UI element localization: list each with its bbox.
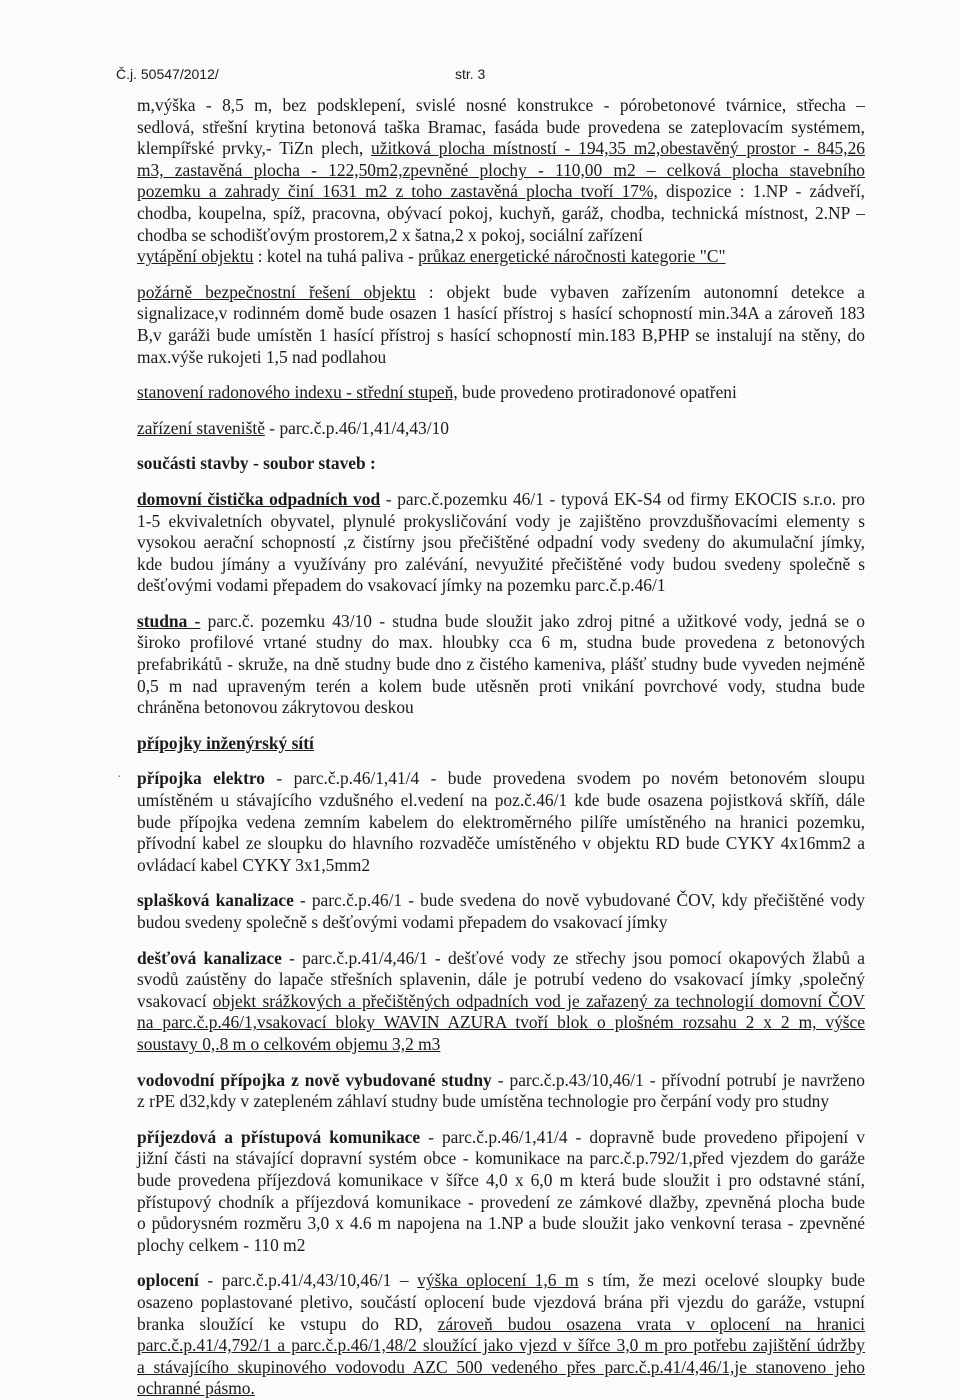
text-line: vsakovací objekt srážkových a přečištěných odpadních vod je zařazený za technologií domovní ČOV [137,990,865,1011]
rainwater-section [137,948,865,1056]
text-line: klempířské prvky,- TiZn plech, užitková plocha místností - 194,35 m2,obestavěný prostor - 845,26 [137,138,865,159]
text-line: branka sloužící ke vstupu do RD, zároveň budou osazena vrata v oplocení na hranici [137,1313,866,1334]
text-line: vysokou aerační schopností ,z čistírny jsou přečištěné odpadní vody svedeny do akumulační jímky, [137,532,865,553]
text-line: vodovodní přípojka z nově vybudované studny - parc.č.p.43/10,46/1 - přívodní potrubí je navrženo [137,1069,865,1090]
building-description [137,95,865,268]
text-line: přívodní kabel ze sloupku do hlavního rozvaděče umístěného v objektu RD bude CYKY 4x16mm2 a [137,833,865,854]
text-line: pozemku a zahrady činí 1631 m2 z toho zastavěná plocha tvoří 17%, dispozice : 1.NP - zádveří, [137,181,865,202]
text-line: 0,5 m nad upraveným terén a kolem bude utěsněn proti vnikání povrchové vody, studna bude [137,675,865,696]
text-line: domovní čistička odpadních vod - parc.č.pozemku 46/1 - typová EK-S4 od firmy EKOCIS s.r.o. pro [137,488,865,509]
text-line: ochranné pásmo. [137,1378,255,1399]
well-heading: studna - [137,610,201,631]
wastewater-plant-section [137,489,865,597]
text-line: m,výška - 8,5 m, bez podsklepení, svislé nosné konstrukce - pórobetonové tvárnice, střecha – [137,95,865,115]
energy-certificate: průkaz energetické náročnosti kategorie "C" [418,246,726,267]
page-number: str. 3 [455,66,486,82]
text-line: m3, zastavěná plocha - 122,50m2,zpevněné plochy - 110,00 m2 – celková plocha stavebního [137,159,865,180]
text-line: prefabrikátů - skruže, na dně studny bude dno z čistého kameniva, plášť studny bude vyveden nejméně [137,654,865,675]
text-line: bude provedena příjezdová komunikace v šířce 4,0 x 6,0 m která bude sloužit i pro odstavné stání, [137,1169,865,1190]
text-line: signalizace,v rodinném domě bude osazen 1 hasící přístroj s hasící schopností min.34A a zároveň 183 [137,303,865,324]
text-line: osazeno poplastované pletivo, součástí oplocení bude vjezdová brána při vjezdu do garáže, vstupní [137,1291,865,1312]
document-body [137,95,865,1400]
fire-safety-heading: požárně bezpečnostní řešení objektu [137,281,416,302]
text-line: dešťovými vodami přepadem do vsakovací jímky na pozemku parc.č.p.46/1 [137,575,666,596]
text-line: přístupový chodník a příjezdová komunikace - provedení ze zámkové dlažby, zpevněná plocha bude [137,1191,865,1212]
parts-heading: součásti stavby - soubor staveb : [137,453,376,474]
well-section [137,611,865,719]
heating-label: vytápění objektu [137,246,254,267]
reference-number: Č.j. 50547/2012/ [116,66,219,82]
text-line: o půdorysném rozměru 3,0 x 4.6 m napojena na 1.NP a bude sloužit jako venkovní terasa - zpevněné [137,1213,865,1234]
text-line: na parc.č.p.46/1,vsakovací bloky WAVIN AZURA tvoří blok o plošném rozsahu 2 x 2 m, výšce [137,1012,865,1033]
text-line: požárně bezpečnostní řešení objektu : objekt bude vybaven zařízením autonomní detekce a [137,281,865,302]
text-line: chodba, koupelna, spíž, pracovna, obývací pokoj, kuchyň, garáž, chodba, technická místnost, 2.NP – [137,202,865,223]
text-line: chodba se schodišťovým prostorem,2 x šatna,2 x pokoj, sociální zařízení [137,224,643,245]
text-line: bude přípojka vedena zemním kabelem do elektroměrného pilíře umístěného na hranici pozemku, [137,811,865,832]
text-line: B,v garáži bude umístěn 1 hasící přístroj s hasící schopností min.183 B,PHP se instalují na stěny, do [137,324,865,345]
site-setup-heading: zařízení staveniště [137,417,265,438]
access-road-heading: příjezdová a přístupová komunikace [137,1126,421,1147]
text-line: vytápění objektu : kotel na tuhá paliva - průkaz energetické náročnosti kategorie "C" [137,246,726,267]
text-line: kde budou jímány a využívány pro zalévání, nevyužité přečištěné vody budou svedeny společně s [137,553,865,574]
text-line: svodů zaústěny do lapače střešních splavenin, dále je potrubí vedeno do vsakovací jímky ,společný [137,969,865,990]
text-line: budou svedeny společně s dešťovými vodami přepadem do vsakovací jímky [137,912,668,932]
text-line: a stávajícího skupinového vodovodu AZC 500 vedeného přes parc.č.p.41/4,46/1,je stanoveno jeho [137,1356,865,1377]
text-line: max.výše rukojeti 1,5 nad podlahou [137,346,387,367]
text-line: splašková kanalizace - parc.č.p.46/1 - bude svedena do nově vybudované ČOV, kdy přečištěné vody [137,890,865,911]
text-line: plochy celkem - 110 m2 [137,1234,306,1255]
floor-area-text: užitková plocha místností - 194,35 m2,obestavěný prostor - 845,26 [371,138,865,159]
text-line: jižní části na stávající dopravní systém obce - komunikace na parc.č.p.792/1,před vjezdem do garáže [137,1148,865,1169]
radon-line: stanovení radonového indexu - střední stupeň, bude provedeno protiradonové opatřeni [137,382,737,403]
text-line: dešťová kanalizace - parc.č.p.41/4,46/1 - dešťové vody ze střechy jsou pomocí okapových žlabů a [137,947,865,968]
text-line: 1-5 ekvivaletních obyvatel, plynulé prokysličování vody je zajištěno provzdušňovacími elementy s [137,510,865,531]
rainwater-heading: dešťová kanalizace [137,947,282,968]
wastewater-plant-heading: domovní čistička odpadních vod [137,488,381,509]
text-line: soustavy 0,.8 m o celkovém objemu 3,2 m3 [137,1033,441,1054]
text-line: chráněna betonovou zákrytovou deskou [137,697,414,718]
water-supply-section [137,1070,865,1113]
radon-heading: stanovení radonového indexu - střední stupeň, [137,382,458,403]
text-line: parc.č.p.41/4,792/1 a parc.č.p.46/1,48/2 sloužící jako vjezd v šířce 3,0 m pro potřebu zajištění údržby [137,1335,865,1356]
text-line: přípojka elektro - parc.č.p.46/1,41/4 - bude provedena svodem po novém betonovém sloupu [137,768,865,789]
text-line: umístěném u stávajícího vzdušného el.vedení na poz.č.46/1 kde bude osazena pojistková skříň, dále [137,790,865,811]
text-line: studna - parc.č. pozemku 43/10 - studna bude sloužit jako zdroj pitné a užitkové vody, jedná se o [137,610,865,631]
text-line: z rPE d32,kdy v zatepleném záhlaví studny bude umístěna technologie pro čerpání vody pro studny [137,1091,830,1112]
text-line: oplocení - parc.č.p.41/4,43/10,46/1 – výška oplocení 1,6 m s tím, že mezi ocelové sloupky bude [137,1270,865,1291]
sewer-section [137,890,865,933]
fencing-heading: oplocení [137,1270,199,1291]
text-line: ovládací kabel CYKY 3x1,5mm2 [137,854,371,875]
site-setup-line: zařízení staveniště - parc.č.p.46/1,41/4,43/10 [137,417,449,438]
power-connection-heading: přípojka elektro [137,768,265,789]
fencing-section [137,1270,865,1400]
fire-safety-section [137,282,865,368]
text-line: příjezdová a přístupová komunikace - parc.č.p.46/1,41/4 - dopravně bude provedeno připojení v [137,1126,865,1147]
power-connection-section [137,768,865,876]
text-line: sedlová, střešní krytina betonová taška Bramac, fasáda bude provedena se zateplovacím systémem, [137,116,865,137]
sewer-heading: splašková kanalizace [137,890,294,911]
access-road-section [137,1127,865,1257]
networks-heading: přípojky inženýrský sítí [137,732,314,753]
margin-mark: · [117,770,122,785]
text-line: široko profilové vrtané studny do max. hloubky cca 6 m, studna bude provedena z betonových [137,632,865,653]
water-supply-heading: vodovodní přípojka z nově vybudované studny [137,1069,492,1090]
